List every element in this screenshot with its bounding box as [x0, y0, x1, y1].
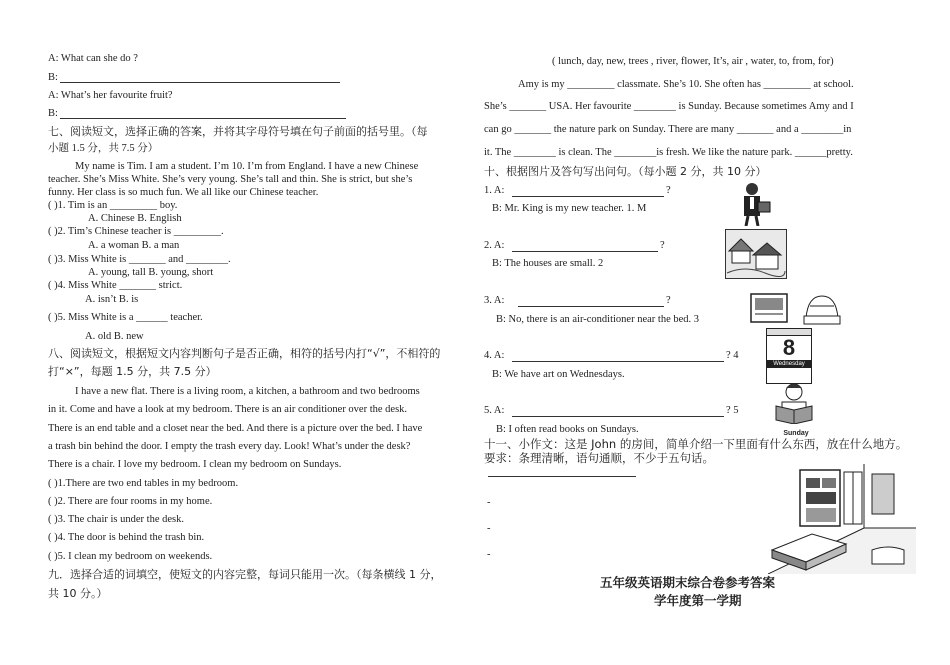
answer-line[interactable]: [512, 196, 664, 197]
passage-line: in it. Come and have a look at my bedroom. There is an air conditioner over the desk.: [48, 404, 408, 415]
word-bank: ( lunch, day, new, trees , river, flower, It’s, air , water, to, from, for): [552, 56, 834, 67]
question: ( )1. Tim is an _________ boy.: [48, 200, 178, 211]
writing-line-marker: -: [487, 497, 491, 508]
question: ( )3. Miss White is _______ and ________.: [48, 254, 231, 265]
answer-key-subtitle: 学年度第一学期: [654, 593, 742, 608]
section-7-title-cont: 小题 1.5 分，共 7.5 分）: [48, 143, 159, 154]
cloze-line: Amy is my _________ classmate. She’s 10. She often has _________ at school.: [518, 79, 854, 90]
question-mark: ?: [666, 295, 671, 306]
q-b-answer: B: I often read books on Sundays.: [496, 424, 639, 435]
calendar-weekday: Wednesday: [767, 360, 811, 368]
passage-line: a trash bin behind the door. I empty the trash every day. Look! What’s under the desk?: [48, 441, 411, 452]
options: A. isn’t B. is: [85, 294, 139, 305]
dialog-b2-label: B:: [48, 108, 58, 119]
calendar-picture: [766, 328, 812, 384]
q-a-label: 2. A:: [484, 240, 505, 251]
section-10-title: 十、根据图片及答句写出问句。（每小题 2 分，共 10 分）: [484, 165, 767, 178]
sunday-label: Sunday: [783, 430, 809, 437]
q-b-answer: B: The houses are small. 2: [492, 258, 604, 269]
q-a-label: 1. A:: [484, 185, 505, 196]
section-8-title: 八、阅读短文，根据短文内容判断句子是否正确，相符的括号内打“√”，不相符的: [48, 347, 441, 360]
options: A. young, tall B. young, short: [88, 267, 214, 278]
question-mark: ? 4: [726, 350, 739, 361]
section-8-title-cont: 打“×”，每题 1.5 分，共 7.5 分）: [48, 365, 217, 378]
options: A. old B. new: [85, 331, 144, 342]
judge-item: ( )4. The door is behind the trash bin.: [48, 532, 205, 543]
question: ( )4. Miss White _______ strict.: [48, 280, 183, 291]
passage-line: funny. Her class is so much fun. We all like our Chinese teacher.: [48, 187, 319, 198]
answer-key-title: 五年级英语期末综合卷参考答案: [600, 575, 776, 590]
question-mark: ?: [660, 240, 665, 251]
dialog-a2: A: What’s her favourite fruit?: [48, 90, 173, 101]
q-a-label: 4. A:: [484, 350, 505, 361]
answer-line[interactable]: [60, 118, 346, 119]
q-b-answer: B: No, there is an air-conditioner near the bed. 3: [496, 314, 700, 325]
section-11-requirement: 要求：条理清晰，语句通顺，不少于五句话。: [484, 451, 714, 465]
answer-line[interactable]: [512, 361, 724, 362]
boy-reading-icon: [768, 380, 824, 424]
passage-line: There is a chair. I love my bedroom. I clean my bedroom on Sundays.: [48, 459, 342, 470]
section-7-title: 七、阅读短文，选择正确的答案，并将其字母符号填在句子前面的括号里。（每: [48, 125, 428, 138]
answer-line[interactable]: [60, 82, 340, 83]
judge-item: ( )3. The chair is under the desk.: [48, 514, 184, 525]
answer-line[interactable]: [512, 416, 724, 417]
johns-room-picture: [768, 464, 916, 574]
calendar-day: 8: [782, 335, 796, 360]
passage-line: My name is Tim. I am a student. I’m 10. I’m from England. I have a new Chinese: [75, 161, 419, 172]
question: ( )2. Tim’s Chinese teacher is _________.: [48, 226, 224, 237]
question-mark: ? 5: [726, 405, 739, 416]
cloze-line: She’s _______ USA. Her favourite ________ is Sunday. Because sometimes Amy and I: [484, 101, 854, 112]
q-b-answer: B: Mr. King is my new teacher. 1. M: [492, 203, 647, 214]
section-11-title: 十一、小作文：这是 John 的房间，简单介绍一下里面有什么东西，放在什么地方。: [484, 437, 908, 451]
answer-line[interactable]: [512, 251, 658, 252]
bedroom-aircon-picture: [750, 292, 842, 328]
section-9-title: 九．选择合适的词填空，使短文的内容完整，每词只能用一次。（每条横线 1 分，: [48, 568, 442, 581]
judge-item: ( )5. I clean my bedroom on weekends.: [48, 551, 213, 562]
writing-line-marker: -: [487, 523, 491, 534]
teacher-picture: [732, 180, 776, 226]
question: ( )5. Miss White is a ______ teacher.: [48, 312, 203, 323]
cloze-line: it. The ________ is clean. The ________is fresh. We like the nature park. ______pretty.: [484, 147, 853, 158]
reading-picture: [768, 380, 824, 437]
dialog-a1: A: What can she do ?: [48, 53, 138, 64]
writing-line-marker: -: [487, 549, 491, 560]
options: A. Chinese B. English: [88, 213, 182, 224]
options: A. a woman B. a man: [88, 240, 180, 251]
question-mark: ?: [666, 185, 671, 196]
passage-line: There is an end table and a closet near the bed. And there is a picture over the bed. I have: [48, 423, 423, 434]
answer-line[interactable]: [518, 306, 664, 307]
cloze-line: can go _______ the nature park on Sunday. There are many _______ and a ________in: [484, 124, 852, 135]
passage-line: I have a new flat. There is a living room, a kitchen, a bathroom and two bedrooms: [75, 386, 420, 397]
section-9-title-cont: 共 10 分。）: [48, 587, 108, 600]
q-a-label: 5. A:: [484, 405, 505, 416]
writing-line[interactable]: [488, 476, 636, 477]
q-b-answer: B: We have art on Wednesdays.: [492, 369, 625, 380]
judge-item: ( )1.There are two end tables in my bedroom.: [48, 478, 239, 489]
passage-line: teacher. She’s Miss White. She’s very young. She’s tall and thin. She is strict, but she’s: [48, 174, 413, 185]
dialog-b1-label: B:: [48, 72, 58, 83]
judge-item: ( )2. There are four rooms in my home.: [48, 496, 213, 507]
q-a-label: 3. A:: [484, 295, 505, 306]
houses-picture: [725, 229, 787, 279]
